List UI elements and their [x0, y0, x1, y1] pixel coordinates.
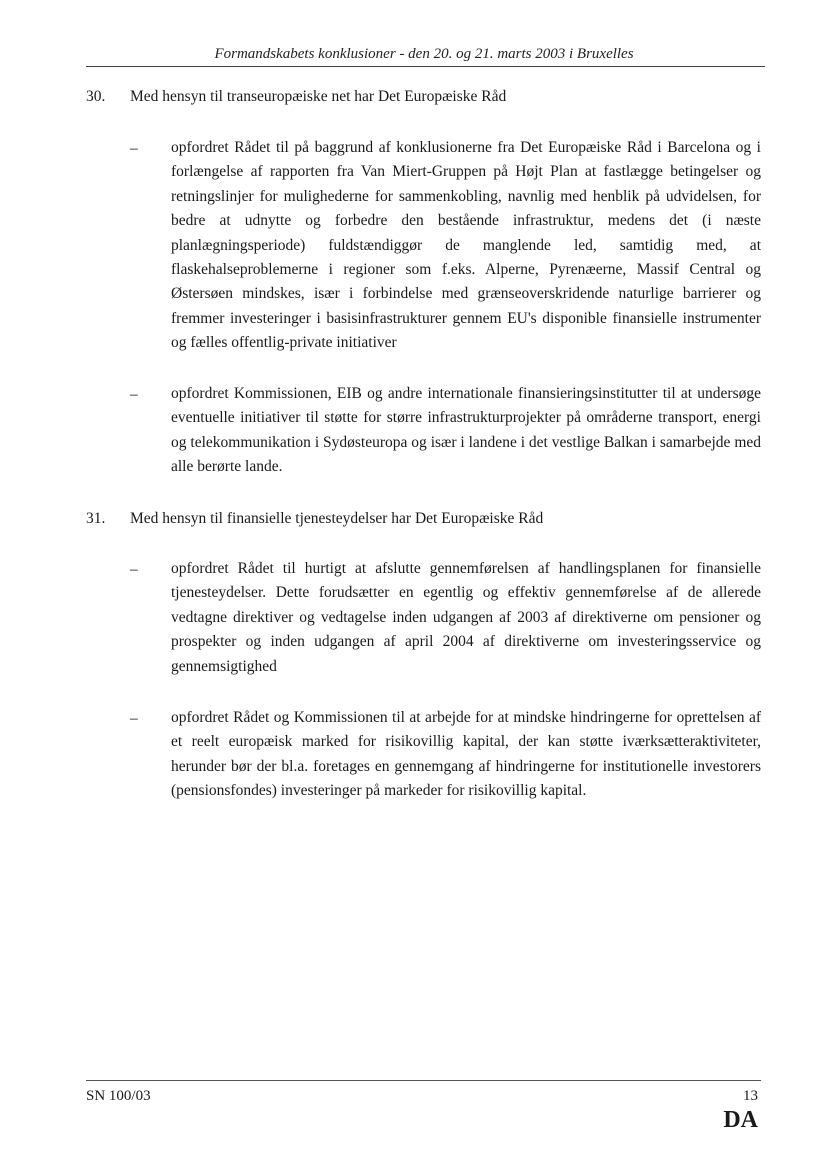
dash-bullet: –: [130, 140, 138, 157]
page-header-title: Formandskabets konklusioner - den 20. og 21. marts 2003 i Bruxelles: [214, 46, 634, 62]
bullet-text: opfordret Rådet og Kommissionen til at arbejde for at mindske hindringerne for oprettelsen af et reelt europæisk marked for risikovillig kapital, der kan støtte iværksætteraktiviteter, herunder bør der bl.a. foretages en gennemgang af hindringerne for institutionelle investorers (pensionsfondes) investeringer på markeder for risikovillig kapital.: [171, 709, 761, 800]
dash-bullet: –: [130, 561, 138, 578]
footer-divider: [86, 1080, 761, 1081]
bullet-text: opfordret Rådet til hurtigt at afslutte gennemførelsen af handlingsplanen for finansielle tjenesteydelser. Dette forudsætter en egentlig og effektiv gennemførelse af de allerede vedtagne direktiver og vedtagelse inden udgangen af 2003 af direktiverne om pensioner og prospekter og inden udgangen af april 2004 af direktiverne om investeringsservice og gennemsigtighed: [171, 560, 761, 675]
document-code: SN 100/03: [86, 1088, 151, 1104]
language-code: DA: [723, 1107, 758, 1133]
section-number: 31.: [86, 510, 106, 527]
dash-bullet: –: [130, 386, 138, 403]
section-heading: Med hensyn til finansielle tjenesteydelser har Det Europæiske Råd: [130, 510, 544, 527]
header-divider: [86, 66, 765, 67]
bullet-text: opfordret Kommissionen, EIB og andre internationale finansieringsinstitutter til at undersøge eventuelle initiativer til støtte for større infrastrukturprojekter på områderne transport, energi og telekommunikation i Sydøsteuropa og især i landene i det vestlige Balkan i samarbejde med alle berørte lande.: [171, 385, 761, 476]
bullet-text: opfordret Rådet til på baggrund af konklusionerne fra Det Europæiske Råd i Barcelona og i forlængelse af rapporten fra Van Miert-Gruppen på Højt Plan at fastlægge betingelser og retningslinjer for mulighederne for sammenkobling, navnlig med henblik på udvidelsen, for bedre at udnytte og forbedre den bestående infrastruktur, medens det (i næste planlægningsperiode) fuldstændiggør de manglende led, samtidig med, at flaskehalseproblemerne i regioner som f.eks. Alperne, Pyrenæerne, Massif Central og Østersøen mindskes, især i forbindelse med grænseoverskridende naturlige barrierer og fremmer investeringer i basisinfrastrukturer gennem EU's disponible finansielle instrumenter og fælles offentlig-private initiativer: [171, 139, 761, 352]
section-number: 30.: [86, 88, 106, 105]
dash-bullet: –: [130, 710, 138, 727]
page-number: 13: [743, 1088, 758, 1104]
section-heading: Med hensyn til transeuropæiske net har Det Europæiske Råd: [130, 88, 507, 105]
